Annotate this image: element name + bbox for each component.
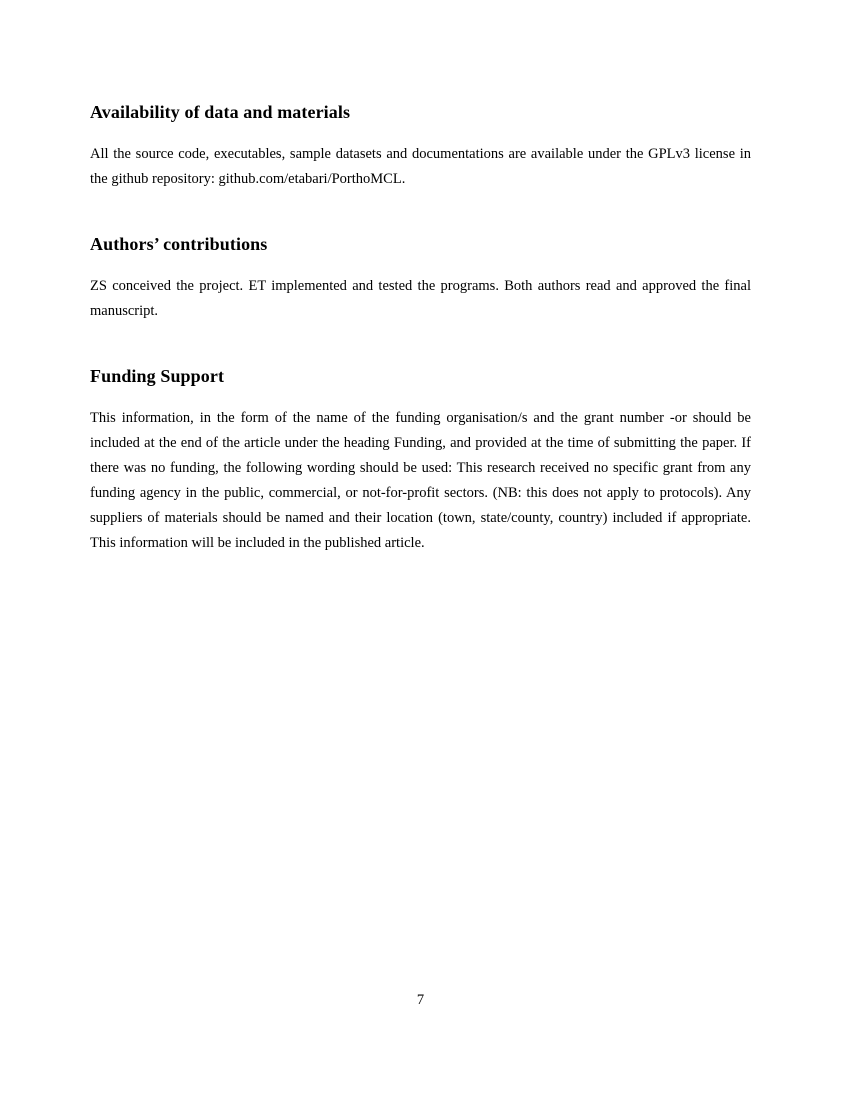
section-paragraph-authors-contributions: ZS conceived the project. ET implemented and tested the programs. Both authors read and approved the final manuscript. [90,278,751,319]
section-paragraph-funding-support: This information, in the form of the name of the funding organisation/s and the grant number -or should be included at the end of the article under the heading Funding, and provided at the time of submitting the paper. If there was no funding, the following wording should be used: This research received no specific grant from any funding agency in the public, commercial, or not-for-profit sectors. (NB: this does not apply to protocols). Any suppliers of materials should be named and their location (town, state/county, country) included if appropriate. This information will be included in the published article. [90,410,751,551]
page-content [90,100,751,556]
section-paragraph-availability: All the source code, executables, sample datasets and documentations are available under the GPLv3 license in the github repository: github.com/etabari/PorthoMCL. [90,146,751,187]
page-number: 7 [416,992,425,1008]
section-heading-authors-contributions: Authors’ contributions [90,234,268,254]
section-heading-availability: Availability of data and materials [90,102,351,122]
section-funding-support [90,364,751,556]
section-availability-of-data [90,100,751,192]
section-heading-funding-support: Funding Support [90,366,225,386]
section-authors-contributions [90,232,751,324]
